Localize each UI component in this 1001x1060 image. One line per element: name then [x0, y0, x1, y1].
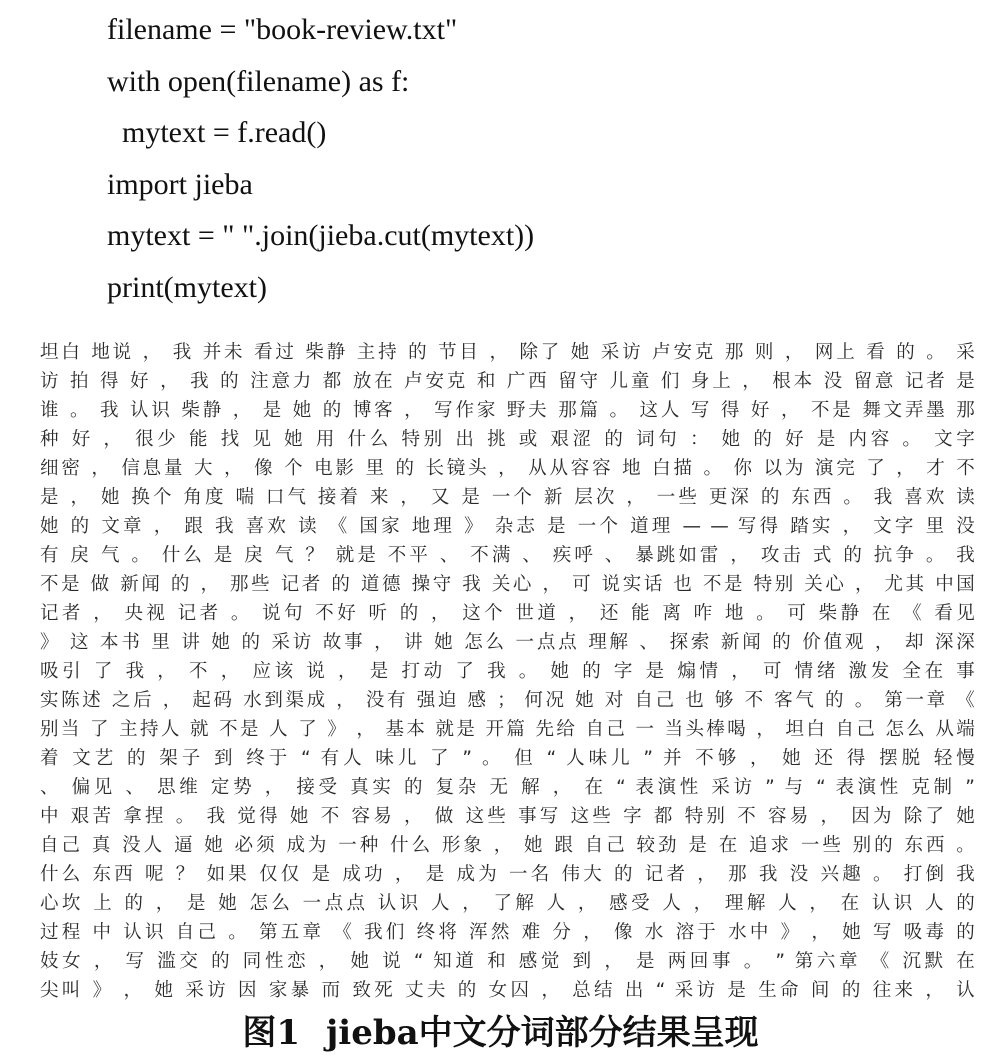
output-line: 过程 中 认识 自己 。 第五章 《 我们 终将 浑然 难 分 ， 像 水 溶于 水中 》 ， 她 写 吸毒 的 — [40, 922, 975, 943]
code-line: filename = "book-review.txt" — [107, 13, 458, 46]
output-line: 自己 真 没人 逼 她 必须 成为 一种 什么 形象 ， 她 跟 自己 较劲 是 在 追求 一些 别的 东西 。 — [40, 835, 975, 856]
output-line: 妓女 ， 写 滥交 的 同性恋 ， 她 说 “ 知道 和 感觉 到 ， 是 两回事 。 ” 第六章 《 沉默 在 — [40, 951, 975, 972]
code-line: mytext = " ".join(jieba.cut(mytext)) — [107, 219, 535, 252]
output-line: 、 偏见 、 思维 定势 ， 接受 真实 的 复杂 无 解 ， 在 “ 表演性 采访 ” 与 “ 表演性 克制 ” — [40, 777, 975, 798]
figure-caption — [0, 1010, 1001, 1056]
output-line: 细密 ， 信息量 大 ， 像 个 电影 里 的 长镜头 ， 从从容容 地 白描 。 你 以为 演完 了 ， 才 不 — [40, 458, 975, 479]
output-line: 谁 。 我 认识 柴静 ， 是 她 的 博客 ， 写作家 野夫 那篇 。 这人 写 得 好 ， 不是 舞文弄墨 那 — [40, 400, 975, 421]
output-line: 是 ， 她 换个 角度 喘 口气 接着 来 ， 又 是 一个 新 层次 ， 一些 更深 的 东西 。 我 喜欢 读 — [40, 487, 975, 508]
output-line: 什么 东西 呢 ？ 如果 仅仅 是 成功 ， 是 成为 一名 伟大 的 记者 ， 那 我 没 兴趣 。 打倒 我 — [40, 864, 975, 885]
output-line: 吸引 了 我 ， 不 ， 应该 说 ， 是 打动 了 我 。 她 的 字 是 煽情 ， 可 情绪 激发 全在 事 — [40, 661, 975, 682]
segmentation-output — [40, 338, 975, 1001]
code-line: print(mytext) — [107, 270, 267, 304]
output-line: 着 文艺 的 架子 到 终于 “ 有人 味儿 了 ” 。 但 “ 人味儿 ” 并 不够 ， 她 还 得 摆脱 轻慢 — [40, 748, 975, 769]
output-line: 心坎 上 的 ， 是 她 怎么 一点点 认识 人 ， 了解 人 ， 感受 人 ， 理解 人 ， 在 认识 人 的 — [40, 893, 975, 914]
output-line: 坦白 地说 ， 我 并未 看过 柴静 主持 的 节目 ， 除了 她 采访 卢安克 那 则 ， 网上 看 的 。 采 — [40, 342, 975, 363]
output-line: 实陈述 之后 ， 起码 水到渠成 ， 没有 强迫 感 ； 何况 她 对 自己 也 够 不 客气 的 。 第一章 《 — [40, 690, 975, 711]
code-line: mytext = f.read() — [107, 116, 327, 149]
output-line: 不是 做 新闻 的 ， 那些 记者 的 道德 操守 我 关心 ， 可 说实话 也 不是 特别 关心 ， 尤其 中国 — [40, 574, 975, 595]
code-line: with open(filename) as f: — [107, 64, 410, 98]
figure-number: 图1 — [242, 1013, 300, 1053]
output-line: 记者 ， 央视 记者 。 说句 不好 听 的 ， 这个 世道 ， 还 能 离 咋 地 。 可 柴静 在 《 看见 — [40, 603, 975, 624]
output-line: 访 拍 得 好 ， 我 的 注意力 都 放在 卢安克 和 广西 留守 儿童 们 身上 ， 根本 没 留意 记者 是 — [40, 371, 975, 392]
output-line: 她 的 文章 ， 跟 我 喜欢 读 《 国家 地理 》 杂志 是 一个 道理 — — 写得 踏实 ， 文字 里 没 — [40, 516, 975, 537]
output-line: 》 这 本书 里 讲 她 的 采访 故事 ， 讲 她 怎么 一点点 理解 、 探索 新闻 的 价值观 ， 却 深深 — [40, 632, 975, 653]
output-line: 别当 了 主持人 就 不是 人 了 》 ， 基本 就是 开篇 先给 自己 一 当头棒喝 ， 坦白 自己 怎么 从端 — [40, 719, 975, 740]
code-block — [107, 4, 907, 313]
output-line: 有 戾 气 。 什么 是 戾 气 ？ 就是 不平 、 不满 、 疾呼 、 暴跳如雷 ， 攻击 式 的 抗争 。 我 — [40, 545, 975, 566]
output-line: 种 好 ， 很少 能 找 见 她 用 什么 特别 出 挑 或 艰涩 的 词句 ： 她 的 好 是 内容 。 文字 — [40, 429, 975, 450]
code-line: import jieba — [107, 167, 253, 201]
output-line: 中 艰苦 拿捏 。 我 觉得 她 不 容易 ， 做 这些 事写 这些 字 都 特别 不 容易 ， 因为 除了 她 — [40, 806, 975, 827]
figure-title: jieba中文分词部分结果呈现 — [326, 1013, 759, 1053]
output-line: 尖叫 》 ， 她 采访 因 家暴 而 致死 丈夫 的 女囚 ， 总结 出 “ 采访 是 生命 间 的 往来 ， 认 — [40, 980, 975, 1001]
